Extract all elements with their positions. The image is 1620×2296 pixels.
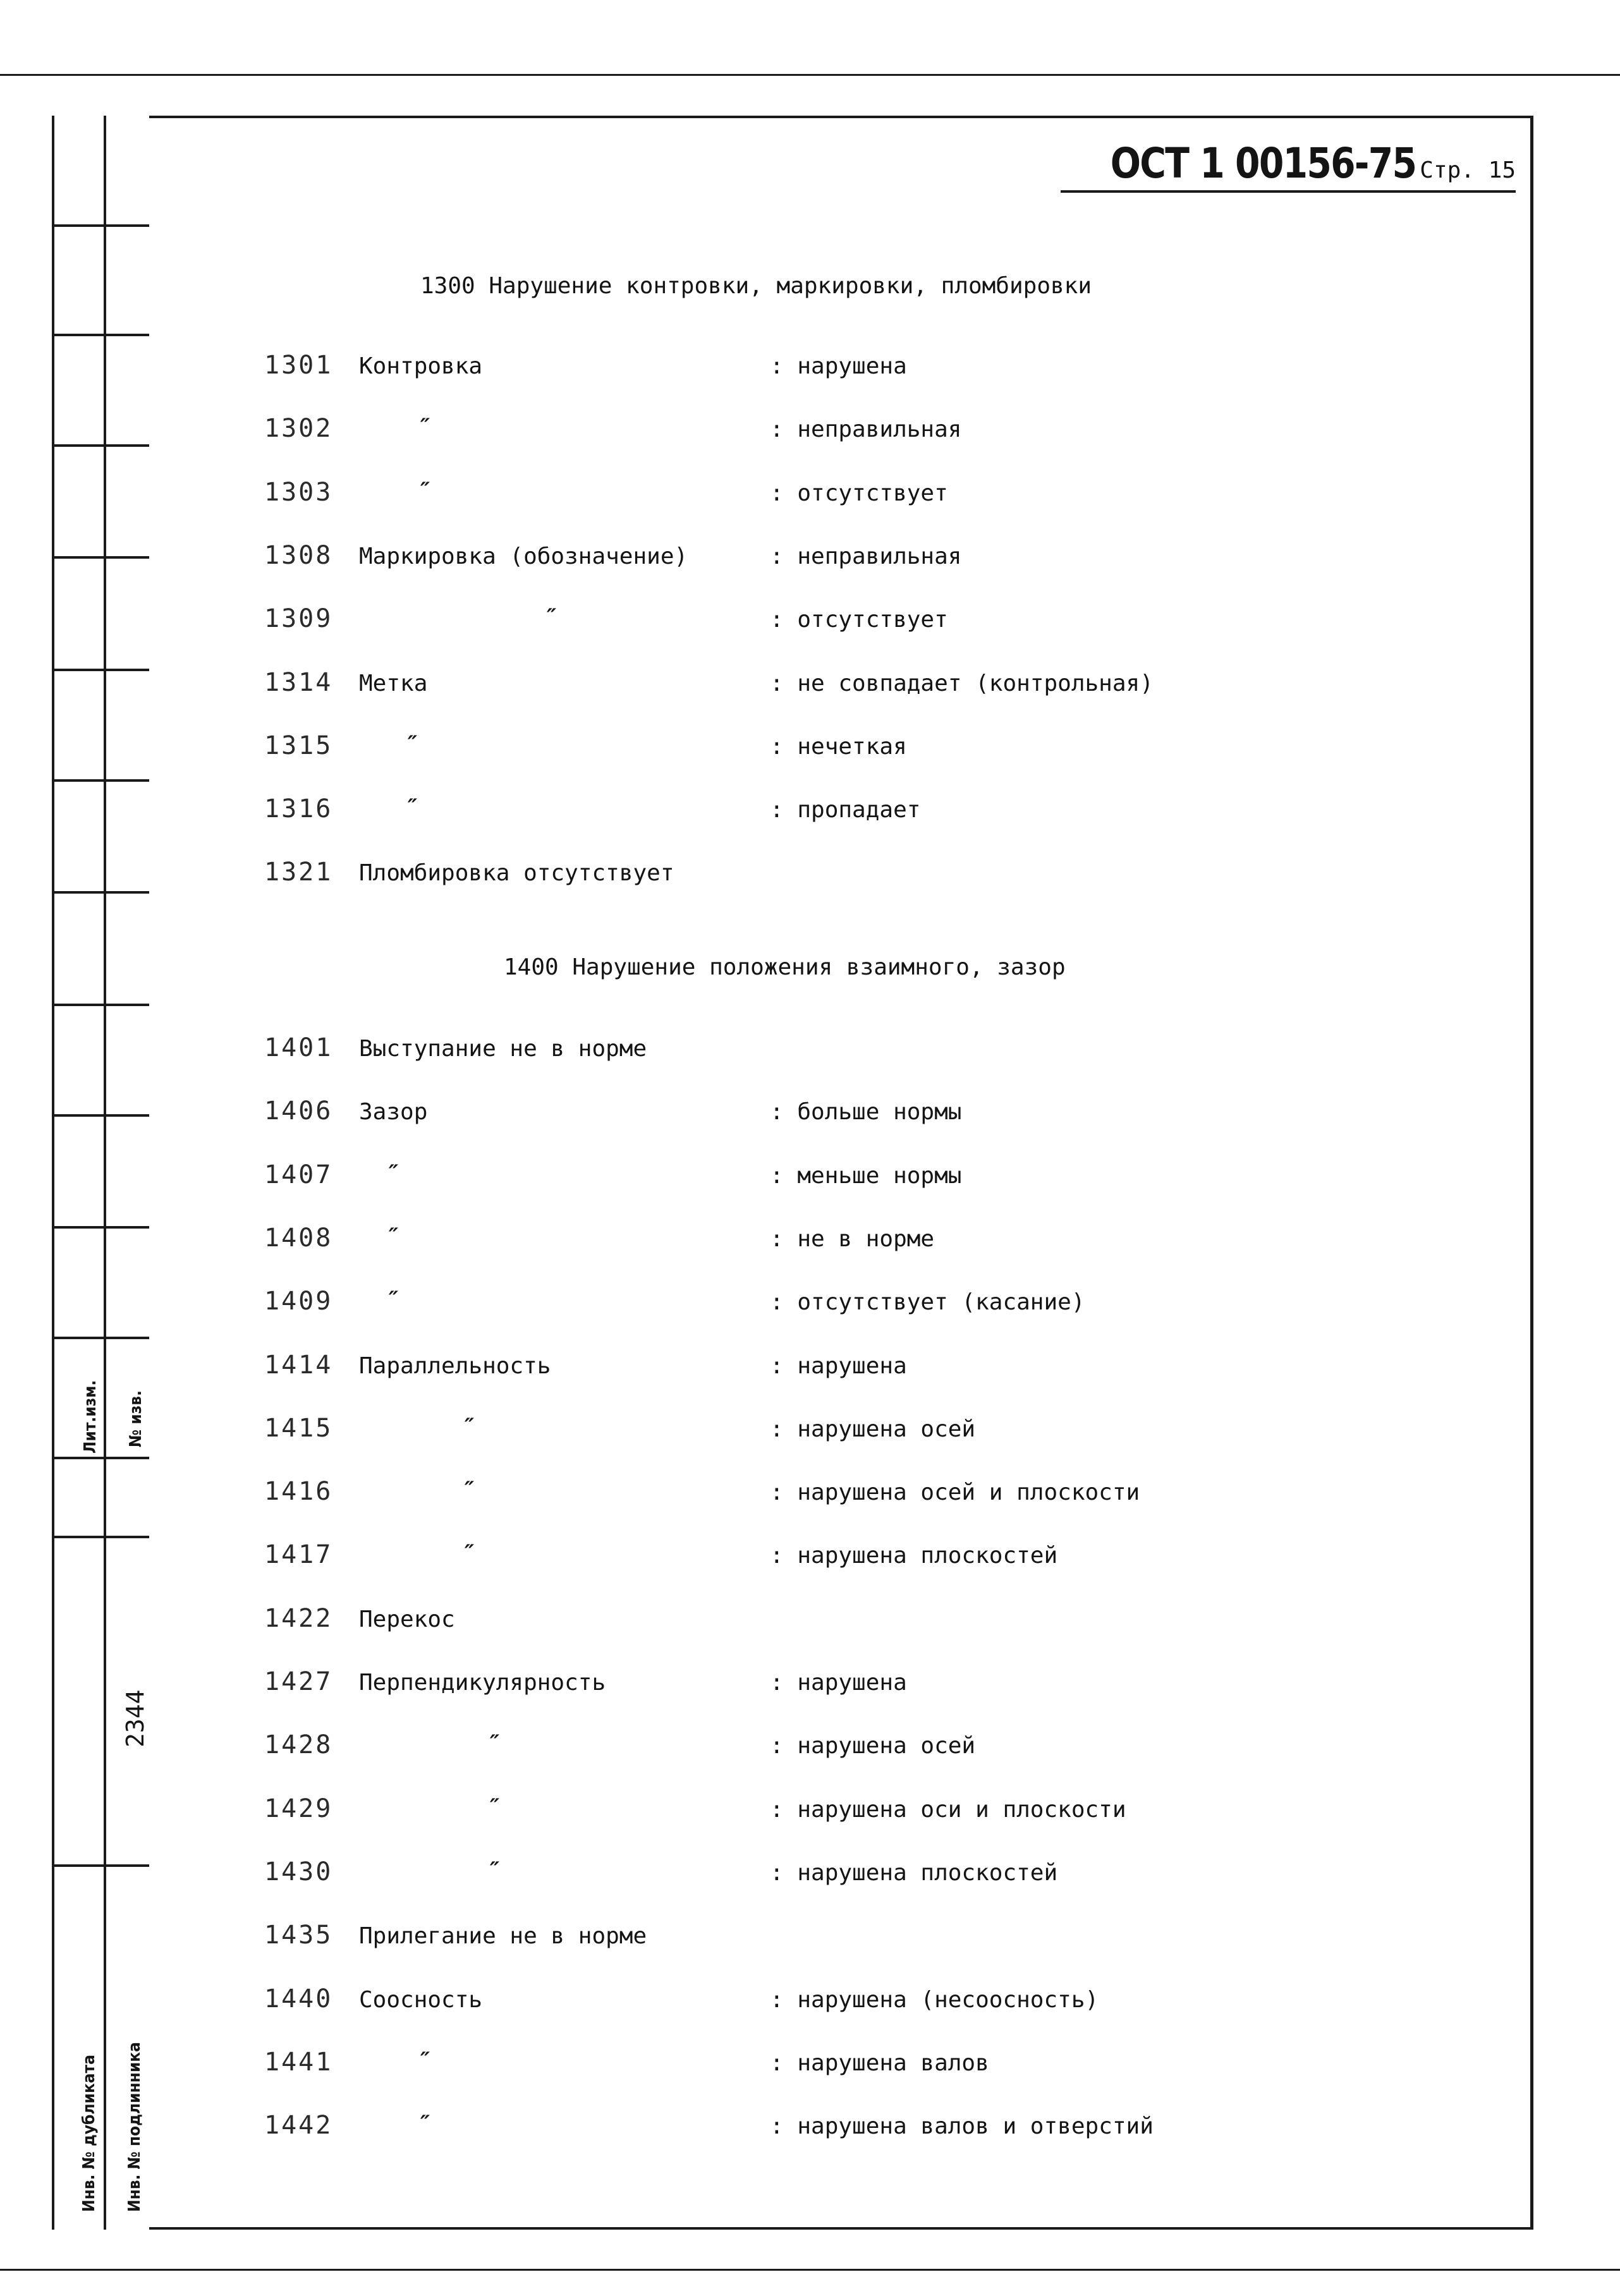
margin-divider (52, 891, 149, 894)
ditto-mark: ″ (460, 1477, 473, 1503)
code-number: 1409 (264, 1287, 333, 1316)
ditto-mark: ″ (542, 604, 556, 630)
margin-divider (52, 1536, 149, 1538)
margin-divider (52, 334, 149, 336)
ditto-mark: ″ (403, 731, 417, 756)
margin-divider (52, 556, 149, 559)
margin-divider (52, 224, 149, 227)
defect-value: : нарушена валов (770, 2050, 989, 2076)
ditto-mark: ″ (416, 2047, 429, 2073)
code-number: 1440 (264, 1984, 333, 2014)
code-number: 1401 (264, 1033, 333, 1062)
document-number: 2344 (121, 1689, 149, 1747)
ditto-mark: ″ (485, 1730, 499, 1756)
defect-value: : нарушена плоскостей (770, 1859, 1058, 1886)
defect-value: : отсутствует (770, 607, 948, 633)
margin-divider (52, 669, 149, 671)
defect-value: : неправильная (770, 543, 962, 569)
bottom-rule (0, 2269, 1620, 2271)
defect-value: : пропадает (770, 797, 921, 823)
margin-divider (52, 444, 149, 447)
code-number: 1303 (264, 477, 333, 507)
code-number: 1430 (264, 1857, 333, 1886)
margin-divider (52, 1337, 149, 1339)
defect-name: Пломбировка отсутствует (359, 860, 674, 887)
defect-name: Маркировка (обозначение) (359, 543, 688, 569)
defect-value: : нарушена (770, 1352, 907, 1379)
defect-value: : нарушена осей и плоскости (770, 1479, 1140, 1506)
code-number: 1427 (264, 1667, 333, 1696)
defect-value: : нарушена осей (770, 1416, 976, 1442)
ditto-mark: ″ (403, 794, 417, 820)
defect-value: : отсутствует (770, 480, 948, 506)
defect-value: : нарушена осей (770, 1733, 976, 1759)
margin-divider (52, 779, 149, 782)
ditto-mark: ″ (384, 1223, 398, 1249)
defect-name: Контровка (359, 353, 483, 379)
margin-col-inner (104, 116, 149, 2230)
ditto-mark: ″ (460, 1540, 473, 1566)
no-izv-label: № изв. (126, 1390, 145, 1447)
code-number: 1406 (264, 1096, 333, 1126)
document-header (1061, 139, 1516, 193)
ditto-mark: ″ (384, 1160, 398, 1186)
code-number: 1422 (264, 1603, 333, 1633)
code-number: 1316 (264, 794, 333, 824)
defect-value: : нарушена (770, 353, 907, 379)
page-number: Стр. 15 (1420, 157, 1516, 183)
defect-value: : нарушена (770, 1670, 907, 1696)
ditto-mark: ″ (416, 414, 429, 440)
code-number: 1417 (264, 1540, 333, 1570)
defect-value: : неправильная (770, 416, 962, 443)
code-number: 1302 (264, 414, 333, 444)
ditto-mark: ″ (416, 2111, 429, 2137)
code-number: 1441 (264, 2047, 333, 2077)
ditto-mark: ″ (416, 477, 429, 503)
defect-name: Прилегание не в норме (359, 1923, 647, 1950)
margin-divider (52, 1004, 149, 1006)
ditto-mark: ″ (485, 1794, 499, 1819)
defect-name: Метка (359, 670, 428, 696)
defect-value: : нарушена валов и отверстий (770, 2113, 1154, 2140)
code-number: 1315 (264, 731, 333, 760)
ditto-mark: ″ (485, 1857, 499, 1883)
code-number: 1442 (264, 2111, 333, 2141)
margin-col-outer (52, 116, 104, 2230)
margin-divider (52, 1114, 149, 1117)
margin-divider (52, 1226, 149, 1229)
margin-divider (52, 1864, 149, 1867)
code-number: 1407 (264, 1160, 333, 1189)
defect-name: Параллельность (359, 1352, 551, 1379)
code-number: 1314 (264, 667, 333, 697)
code-number: 1408 (264, 1223, 333, 1253)
section-title: 1300 Нарушение контровки, маркировки, пломбировки (420, 273, 1092, 299)
standard-code: ОСТ 1 00156-75 (1110, 139, 1416, 188)
defect-value: : нарушена оси и плоскости (770, 1796, 1126, 1823)
inv-dublikata-label: Инв. № дубликата (80, 2055, 99, 2212)
defect-value: : нарушена (несоосность) (770, 1986, 1099, 2013)
code-number: 1415 (264, 1413, 333, 1443)
code-number: 1435 (264, 1921, 333, 1950)
code-number: 1414 (264, 1350, 333, 1380)
code-number: 1301 (264, 351, 333, 380)
code-number: 1428 (264, 1730, 333, 1760)
inv-podlinnika-label: Инв. № подлинника (125, 2042, 144, 2212)
defect-value: : больше нормы (770, 1099, 962, 1126)
defect-name: Перпендикулярность (359, 1670, 606, 1696)
ditto-mark: ″ (384, 1287, 398, 1313)
margin-divider (52, 1457, 149, 1459)
defect-name: Выступание не в норме (359, 1036, 647, 1062)
top-rule (0, 74, 1620, 76)
code-number: 1309 (264, 604, 333, 634)
defect-name: Перекос (359, 1606, 455, 1632)
defect-value: : отсутствует (касание) (770, 1289, 1085, 1316)
defect-value: : нечеткая (770, 733, 907, 760)
defect-name: Соосность (359, 1986, 483, 2013)
code-number: 1416 (264, 1477, 333, 1507)
defect-value: : не совпадает (контрольная) (770, 670, 1154, 696)
ditto-mark: ″ (460, 1413, 473, 1439)
code-number: 1321 (264, 858, 333, 887)
section-title: 1400 Нарушение положения взаимного, зазор (504, 954, 1066, 980)
defect-value: : нарушена плоскостей (770, 1543, 1058, 1569)
defect-value: : не в норме (770, 1225, 935, 1252)
defect-value: : меньше нормы (770, 1162, 962, 1189)
code-number: 1308 (264, 540, 333, 570)
code-number: 1429 (264, 1794, 333, 1823)
defect-name: Зазор (359, 1099, 428, 1126)
lit-izm-label: Лит.изм. (81, 1380, 100, 1454)
